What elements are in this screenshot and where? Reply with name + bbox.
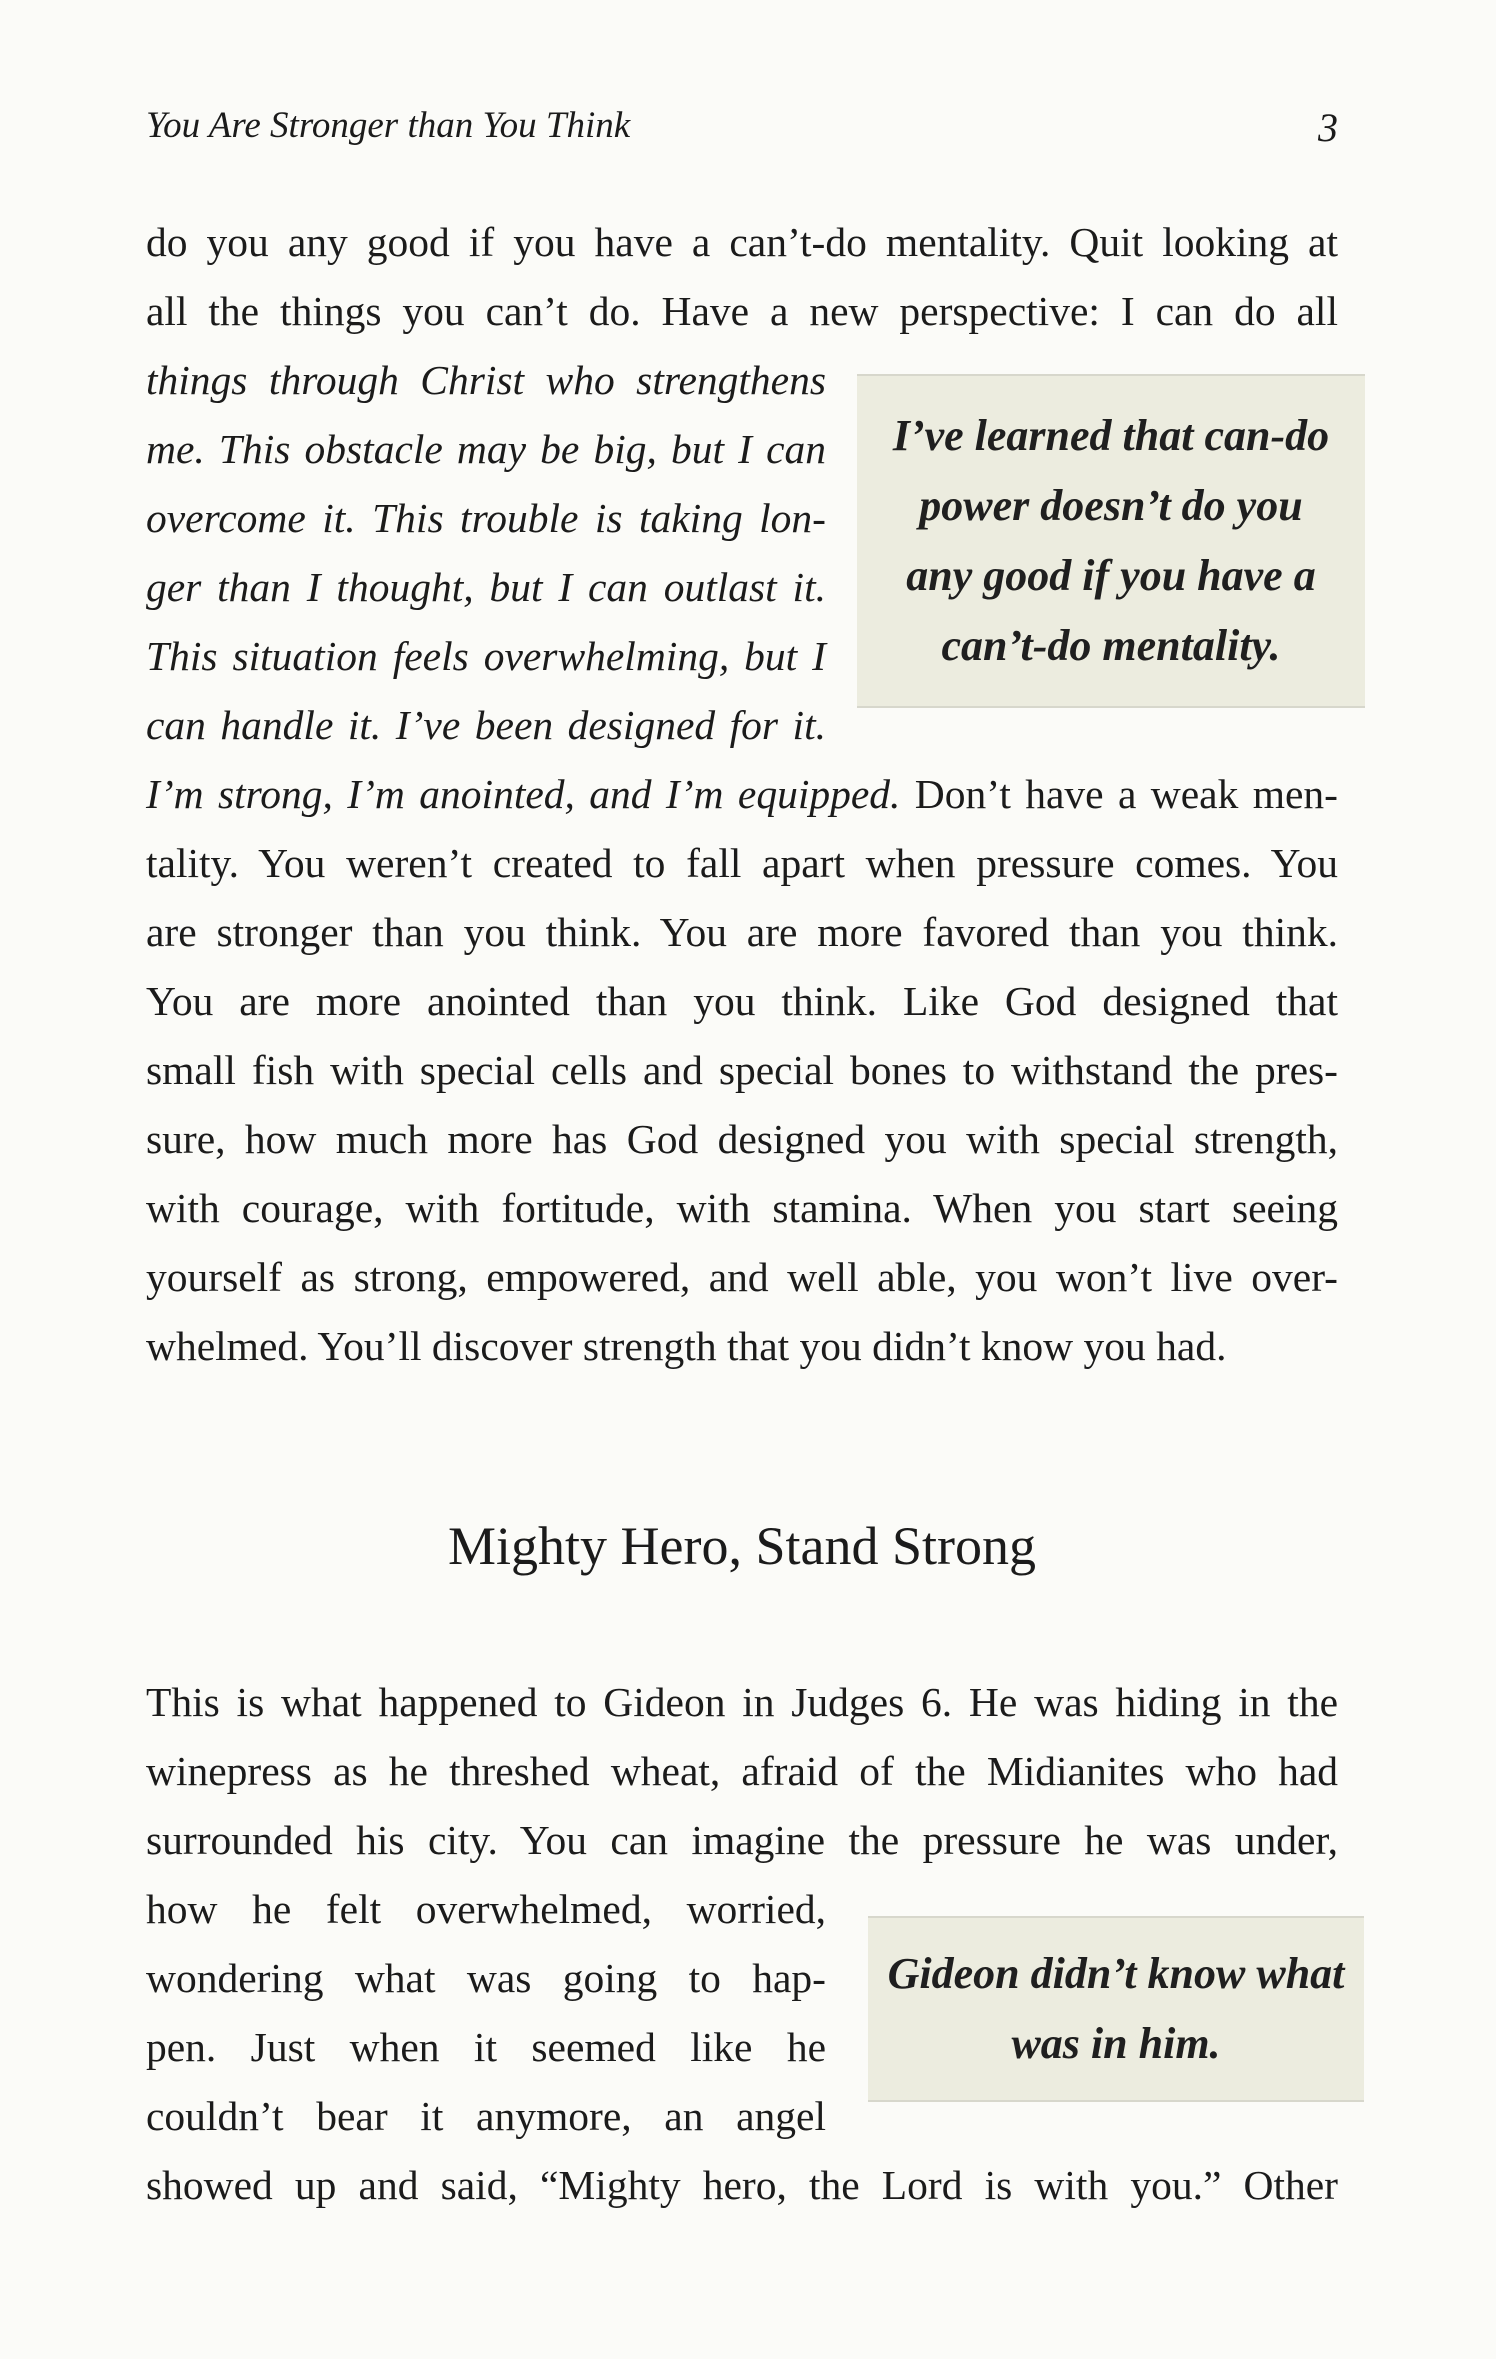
text-line: overcome it. This trouble is taking lon- bbox=[146, 495, 826, 541]
text-line: I’m strong, I’m anointed, and I’m equipped. Don’t have a weak men- bbox=[146, 771, 1338, 817]
text-line: with courage, with fortitude, with stamina. When you start seeing bbox=[146, 1185, 1338, 1231]
text-line: showed up and said, “Mighty hero, the Lord is with you.” Other bbox=[146, 2162, 1338, 2208]
text-line: do you any good if you have a can’t-do mentality. Quit looking at bbox=[146, 219, 1338, 265]
text-line: whelmed. You’ll discover strength that you didn’t know you had. bbox=[146, 1323, 1227, 1369]
text-line: This is what happened to Gideon in Judges 6. He was hiding in the bbox=[146, 1679, 1338, 1725]
page-number: 3 bbox=[1318, 105, 1338, 150]
emphasis-text: I’m strong, I’m anointed, and I’m equipped. bbox=[146, 771, 901, 817]
text-line: me. This obstacle may be big, but I can bbox=[146, 426, 826, 472]
text-line: are stronger than you think. You are more favored than you think. bbox=[146, 909, 1338, 955]
text-line: pen. Just when it seemed like he bbox=[146, 2024, 826, 2070]
text-line: small fish with special cells and special bones to withstand the pres- bbox=[146, 1047, 1338, 1093]
text-line: how he felt overwhelmed, worried, bbox=[146, 1886, 826, 1932]
section-heading: Mighty Hero, Stand Strong bbox=[448, 1516, 1036, 1576]
pull-quote-line: power doesn’t do you bbox=[919, 481, 1303, 530]
pull-quote-2 bbox=[868, 1916, 1364, 2102]
text-line: yourself as strong, empowered, and well able, you won’t live over- bbox=[146, 1254, 1338, 1300]
text-line: all the things you can’t do. Have a new perspective: I can do all bbox=[146, 288, 1338, 334]
pull-quote-line: any good if you have a bbox=[906, 551, 1316, 600]
text-line: tality. You weren’t created to fall apart when pressure comes. You bbox=[146, 840, 1338, 886]
text-line: surrounded his city. You can imagine the pressure he was under, bbox=[146, 1817, 1338, 1863]
text-line: ger than I thought, but I can outlast it. bbox=[146, 564, 826, 610]
running-head: You Are Stronger than You Think bbox=[146, 105, 631, 146]
text-line: things through Christ who strengthens bbox=[146, 357, 826, 403]
pull-quote-1 bbox=[857, 374, 1365, 708]
pull-quote-line: was in him. bbox=[1011, 2019, 1221, 2068]
text-line: couldn’t bear it anymore, an angel bbox=[146, 2093, 826, 2139]
text-line: can handle it. I’ve been designed for it. bbox=[146, 702, 826, 748]
pull-quote-line: I’ve learned that can-do bbox=[892, 411, 1330, 460]
text-line: This situation feels overwhelming, but I bbox=[146, 633, 826, 679]
pull-quote-line: can’t-do mentality. bbox=[941, 621, 1281, 670]
page-header bbox=[146, 104, 1338, 164]
text-line: sure, how much more has God designed you with special strength, bbox=[146, 1116, 1338, 1162]
text-line: wondering what was going to hap- bbox=[146, 1955, 826, 2001]
text-line: winepress as he threshed wheat, afraid of the Midianites who had bbox=[146, 1748, 1338, 1794]
pull-quote-line: Gideon didn’t know what bbox=[887, 1949, 1345, 1998]
text-line: You are more anointed than you think. Like God designed that bbox=[146, 978, 1338, 1024]
